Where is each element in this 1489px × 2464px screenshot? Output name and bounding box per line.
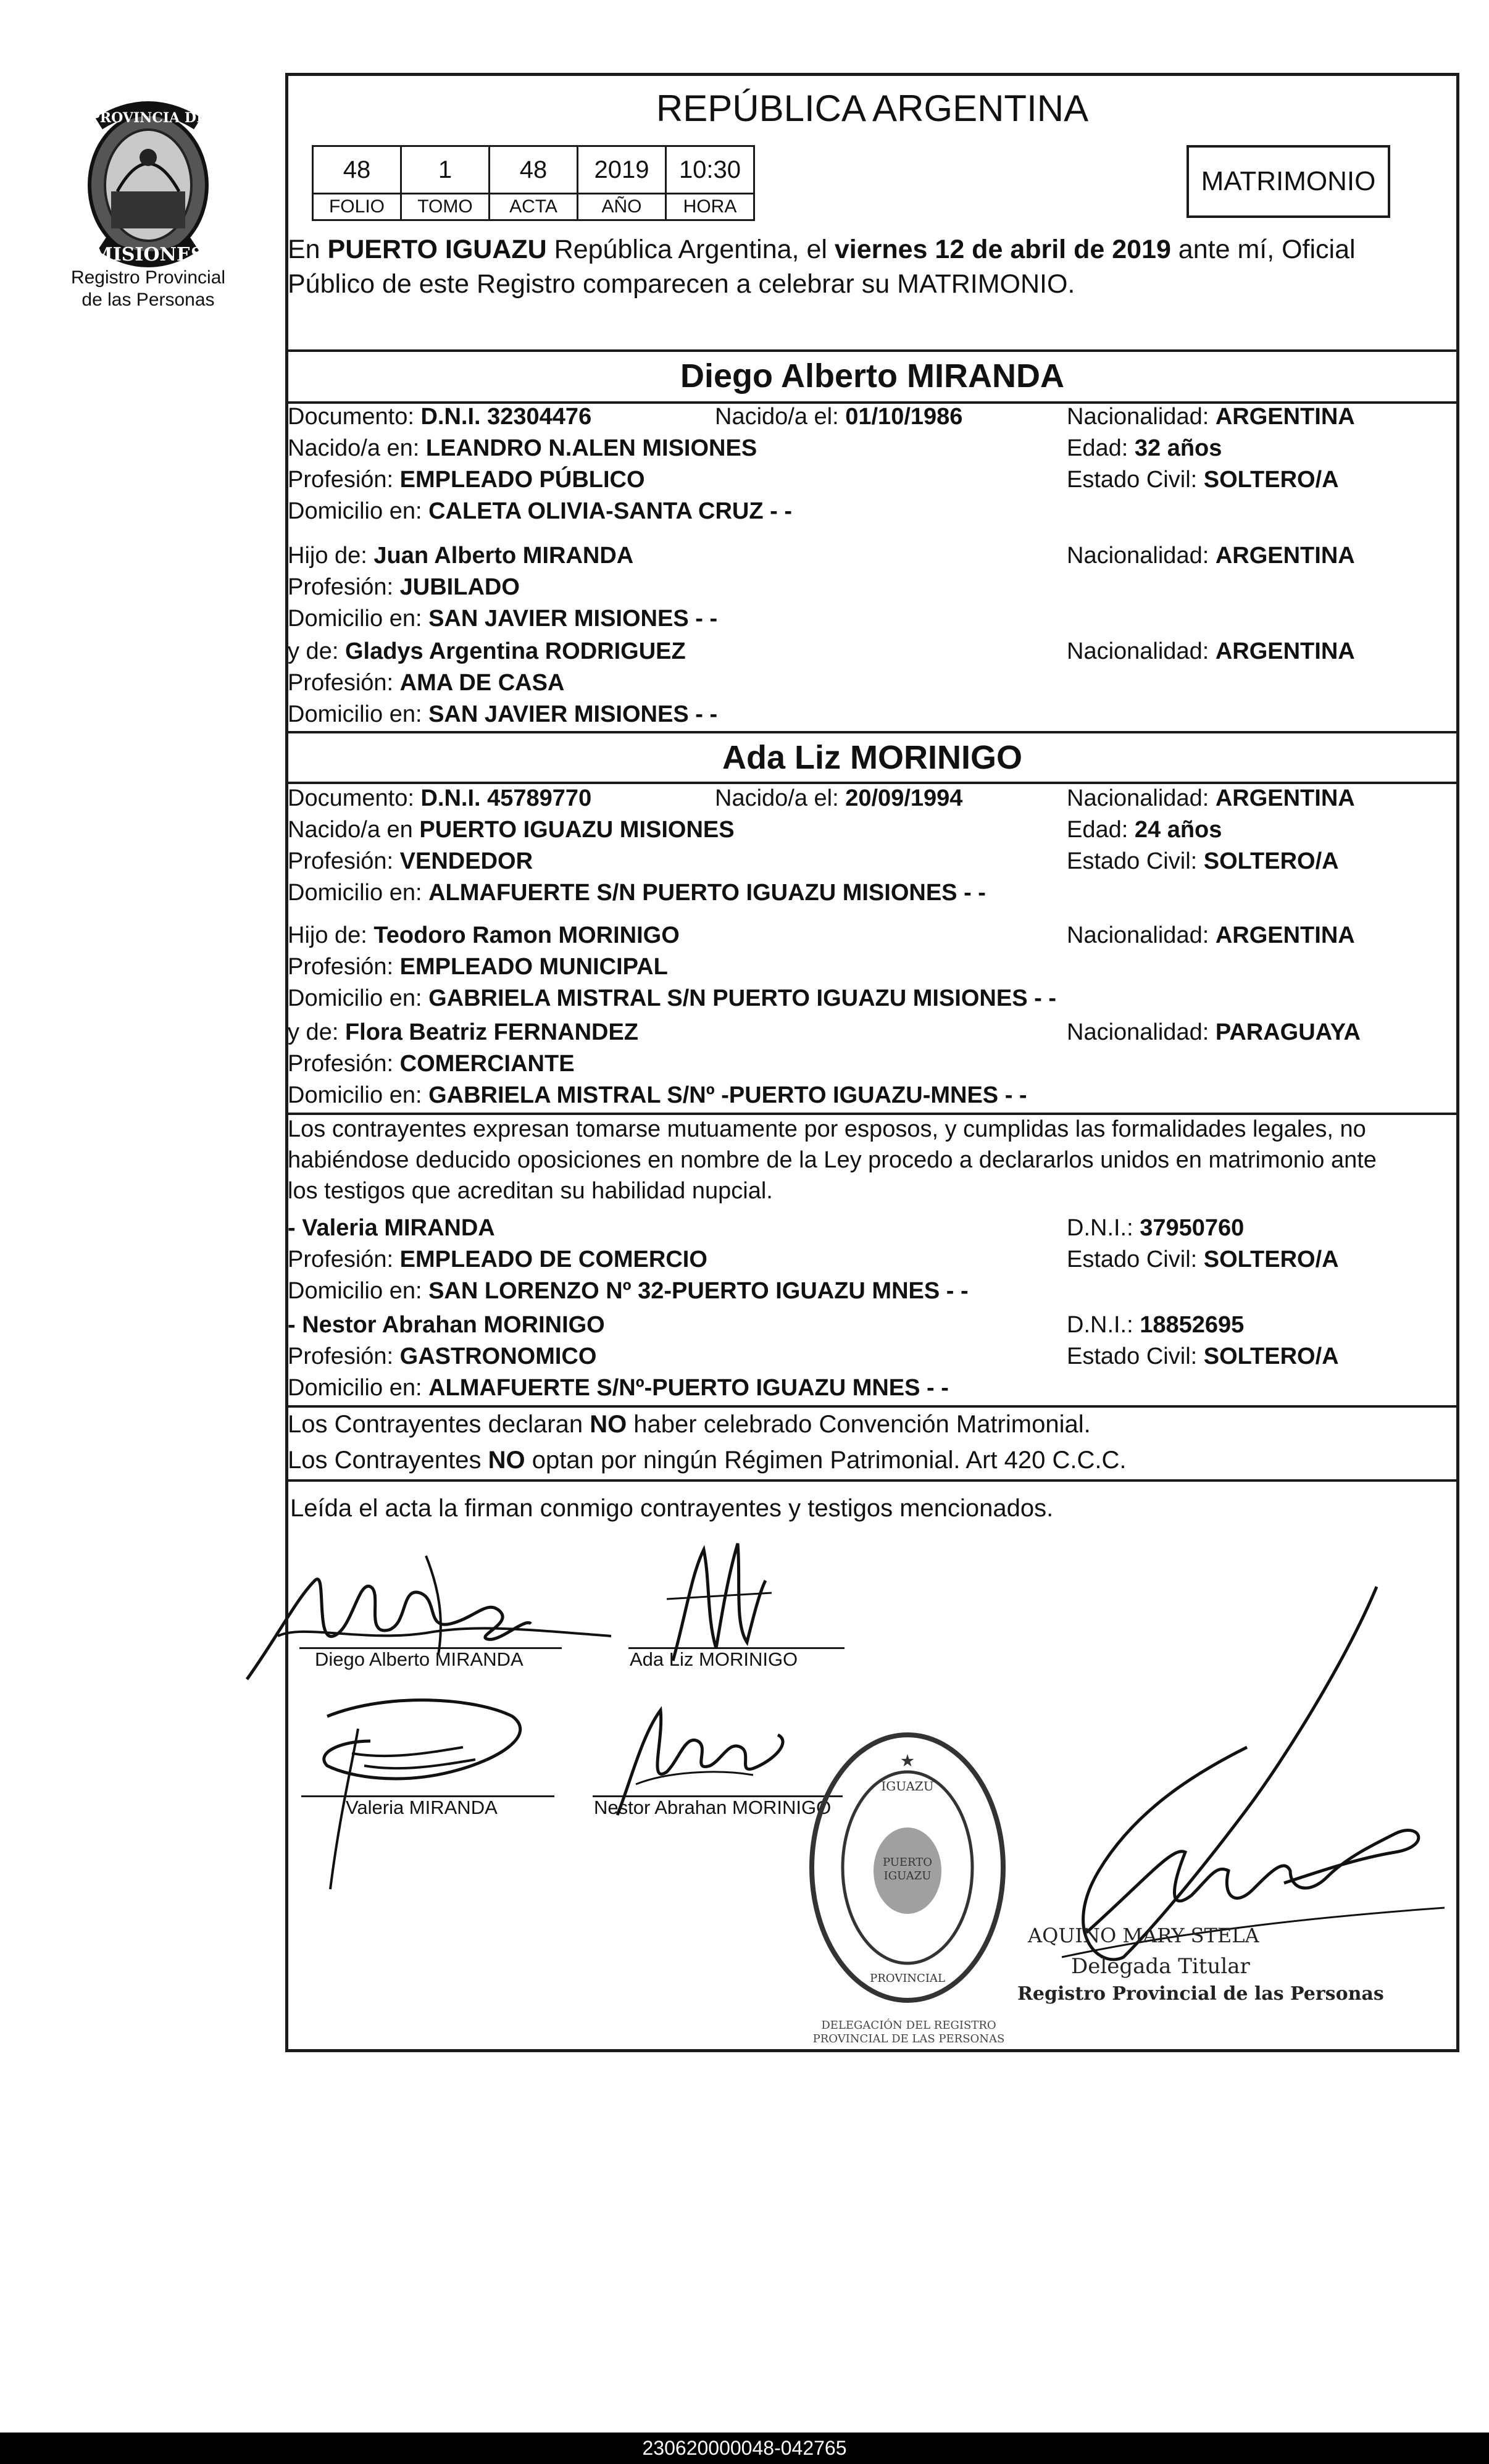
groom-document: Documento: D.N.I. 32304476: [288, 404, 592, 430]
groom-nationality: Nacionalidad: ARGENTINA: [1067, 404, 1355, 430]
folio-label: FOLIO: [313, 194, 401, 220]
groom-mother: y de: Gladys Argentina RODRIGUEZ: [288, 638, 686, 664]
official-role: Delegada Titular: [1071, 1954, 1250, 1979]
intro-line-2: Público de este Registro comparecen a celebrar su MATRIMONIO.: [288, 269, 1075, 299]
country-title: REPÚBLICA ARGENTINA: [656, 88, 1089, 129]
groom-mother-address: Domicilio en: SAN JAVIER MISIONES - -: [288, 701, 718, 727]
document-code-footer: 230620000048-042765: [0, 2433, 1489, 2464]
witness-2-dni: D.N.I.: 18852695: [1067, 1312, 1245, 1338]
official-name: AQUINO MARY STELA: [1028, 1924, 1259, 1947]
witness-1-dni: D.N.I.: 37950760: [1067, 1215, 1245, 1241]
bride-name-title: Ada Liz MORINIGO: [722, 739, 1022, 776]
bride-address: Domicilio en: ALMAFUERTE S/N PUERTO IGUAZU MISIONES - -: [288, 880, 986, 906]
official-organization: Registro Provincial de las Personas: [1017, 1983, 1384, 2005]
intro-line-1: En PUERTO IGUAZU República Argentina, el viernes 12 de abril de 2019 ante mí, Oficial: [288, 235, 1356, 264]
acta-value: 48: [490, 146, 578, 194]
groom-civil-status: Estado Civil: SOLTERO/A: [1067, 467, 1339, 493]
convention-statement: Los Contrayentes declaran NO haber celebrado Convención Matrimonial.: [288, 1411, 1091, 1438]
anio-value: 2019: [578, 146, 666, 194]
bride-document: Documento: D.N.I. 45789770: [288, 785, 592, 811]
groom-mother-nationality: Nacionalidad: ARGENTINA: [1067, 638, 1355, 664]
acta-label: ACTA: [490, 194, 578, 220]
bride-signature: [661, 1525, 784, 1667]
witness-2-signature: [593, 1698, 803, 1821]
groom-birth-date: Nacido/a el: 01/10/1986: [715, 404, 963, 430]
folio-value: 48: [313, 146, 401, 194]
bride-father-address: Domicilio en: GABRIELA MISTRAL S/N PUERTO IGUAZU MISIONES - -: [288, 985, 1056, 1011]
signature-label-witness-1: Valeria MIRANDA: [346, 1797, 498, 1818]
bride-father-profession: Profesión: EMPLEADO MUNICIPAL: [288, 954, 668, 980]
groom-mother-profession: Profesión: AMA DE CASA: [288, 670, 565, 696]
witness-1-profession: Profesión: EMPLEADO DE COMERCIO: [288, 1247, 707, 1272]
witness-1-address: Domicilio en: SAN LORENZO Nº 32-PUERTO IGUAZU MNES - -: [288, 1278, 969, 1304]
city: PUERTO IGUAZU: [327, 235, 547, 264]
groom-name-title: Diego Alberto MIRANDA: [680, 357, 1064, 395]
bride-father-nationality: Nacionalidad: ARGENTINA: [1067, 922, 1355, 948]
witness-2-address: Domicilio en: ALMAFUERTE S/Nº-PUERTO IGUAZU MNES - -: [288, 1375, 949, 1401]
groom-father: Hijo de: Juan Alberto MIRANDA: [288, 543, 634, 569]
divider: [285, 1479, 1459, 1482]
divider: [285, 349, 1459, 352]
groom-father-profession: Profesión: JUBILADO: [288, 574, 520, 600]
bride-mother-address: Domicilio en: GABRIELA MISTRAL S/Nº -PUERTO IGUAZU-MNES - -: [288, 1082, 1027, 1108]
groom-profession: Profesión: EMPLEADO PÚBLICO: [288, 467, 645, 493]
groom-age: Edad: 32 años: [1067, 435, 1222, 461]
tomo-value: 1: [401, 146, 490, 194]
hora-value: 10:30: [666, 146, 754, 194]
groom-father-nationality: Nacionalidad: ARGENTINA: [1067, 543, 1355, 569]
witness-2-name: - Nestor Abrahan MORINIGO: [288, 1312, 605, 1338]
groom-birth-place: Nacido/a en: LEANDRO N.ALEN MISIONES: [288, 435, 757, 461]
act-type-box: MATRIMONIO: [1187, 145, 1390, 218]
declaration-paragraph: Los contrayentes expresan tomarse mutuamente por esposos, y cumplidas las formalidades legales, no habiéndose deducido oposiciones en nombre de la Ley procedo a declararlos unidos en matrimonio ante los testigos que acreditan su habilidad nupcial.: [288, 1116, 1377, 1204]
registry-line-1: Registro Provincial: [70, 267, 226, 288]
tomo-label: TOMO: [401, 194, 490, 220]
signature-label-witness-2: Nestor Abrahan MORINIGO: [594, 1797, 832, 1818]
bride-mother: y de: Flora Beatriz FERNANDEZ: [288, 1019, 639, 1045]
seal-center-text: PUERTO IGUAZU: [882, 1856, 933, 1882]
signature-label-groom: Diego Alberto MIRANDA: [315, 1648, 523, 1670]
svg-text:MISIONES: MISIONES: [92, 244, 204, 265]
hora-label: HORA: [666, 194, 754, 220]
misiones-coat-of-arms-logo: [74, 99, 222, 278]
bride-mother-profession: Profesión: COMERCIANTE: [288, 1051, 575, 1077]
bride-profession: Profesión: VENDEDOR: [288, 848, 533, 874]
groom-address: Domicilio en: CALETA OLIVIA-SANTA CRUZ - -: [288, 498, 793, 524]
registry-name: [56, 267, 241, 311]
svg-text:★: ★: [901, 1752, 914, 1769]
witness-1-name: - Valeria MIRANDA: [288, 1215, 495, 1241]
groom-signature: [241, 1531, 624, 1692]
witness-1-signature: [315, 1692, 537, 1895]
anio-label: AÑO: [578, 194, 666, 220]
bride-nationality: Nacionalidad: ARGENTINA: [1067, 785, 1355, 811]
witness-2-civil-status: Estado Civil: SOLTERO/A: [1067, 1343, 1339, 1369]
svg-text:PROVINCIAL: PROVINCIAL: [870, 1972, 945, 1985]
groom-father-address: Domicilio en: SAN JAVIER MISIONES - -: [288, 606, 718, 632]
witness-1-civil-status: Estado Civil: SOLTERO/A: [1067, 1247, 1339, 1272]
bride-age: Edad: 24 años: [1067, 817, 1222, 843]
bride-birth-place: Nacido/a en PUERTO IGUAZU MISIONES: [288, 817, 735, 843]
official-signature: [1025, 1587, 1457, 1969]
bride-father: Hijo de: Teodoro Ramon MORINIGO: [288, 922, 680, 948]
bride-civil-status: Estado Civil: SOLTERO/A: [1067, 848, 1339, 874]
divider: [285, 731, 1459, 733]
ceremony-date: viernes 12 de abril de 2019: [834, 235, 1171, 264]
bride-birth-date: Nacido/a el: 20/09/1994: [715, 785, 963, 811]
closing-statement: Leída el acta la firman conmigo contrayentes y testigos mencionados.: [290, 1495, 1054, 1522]
patrimonial-regime-statement: Los Contrayentes NO optan por ningún Régimen Patrimonial. Art 420 C.C.C.: [288, 1447, 1127, 1474]
signature-label-bride: Ada Liz MORINIGO: [630, 1648, 798, 1670]
witness-2-profession: Profesión: GASTRONOMICO: [288, 1343, 597, 1369]
svg-text:IGUAZU: IGUAZU: [881, 1779, 934, 1794]
bride-mother-nationality: Nacionalidad: PARAGUAYA: [1067, 1019, 1361, 1045]
seal-ring-text: DELEGACIÓN DEL REGISTRO PROVINCIAL DE LAS PERSONAS: [812, 2019, 1005, 2045]
record-index-table: [312, 145, 755, 221]
svg-text:PROVINCIA DE: PROVINCIA DE: [90, 110, 207, 126]
registry-line-2: de las Personas: [81, 290, 215, 310]
